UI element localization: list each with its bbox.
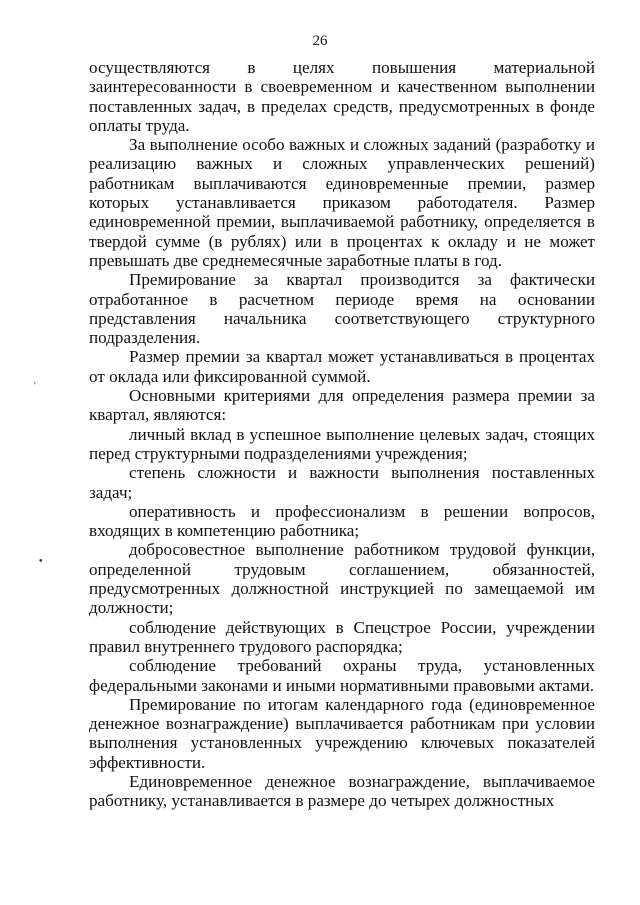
criteria-item-3: оперативность и профессионализм в решении вопросов, входящих в компетенцию работника; <box>89 501 595 541</box>
paragraph-lump-sum: Единовременное денежное вознаграждение, выплачиваемое работнику, устанавливается в размере до четырех должностных <box>89 771 595 811</box>
paragraph-annual-bonus: Премирование по итогам календарного года (единовременное денежное вознаграждение) выплачивается работникам при условии выполнения установленных учреждению ключевых показателей эффективности. <box>89 694 595 772</box>
document-body <box>89 58 595 811</box>
criteria-item-2: степень сложности и важности выполнения поставленных задач; <box>89 463 595 502</box>
margin-mark: • <box>39 556 43 567</box>
paragraph-4: Размер премии за квартал может устанавливаться в процентах от оклада или фиксированной суммой. <box>89 347 595 386</box>
margin-mark: ' <box>34 381 36 392</box>
criteria-item-4: добросовестное выполнение работником трудовой функции, определенной трудовым соглашением, обязанностей, предусмотренных должностной инструкцией по замещаемой им должности; <box>89 540 595 618</box>
page-number: 26 <box>312 33 328 49</box>
criteria-item-5: соблюдение действующих в Спецстрое России, учреждении правил внутреннего трудового распорядка; <box>89 617 595 656</box>
criteria-item-6: соблюдение требований охраны труда, установленных федеральными законами и иными нормативными правовыми актами. <box>89 656 595 695</box>
paragraph-2: За выполнение особо важных и сложных заданий (разработку и реализацию важных и сложных управленческих решений) работникам выплачиваются единовременные премии, размер которых устанавливается приказом работодателя. Размер единовременной премии, выплачиваемой работнику, определяется в твердой сумме (в рублях) или в процентах к окладу и не может превышать две среднемесячные заработные платы в год. <box>89 135 595 270</box>
paragraph-5: Основными критериями для определения размера премии за квартал, являются: <box>89 386 595 425</box>
paragraph-3: Премирование за квартал производится за фактически отработанное в расчетном периоде время на основании представления начальника соответствующего структурного подразделения. <box>89 270 595 348</box>
paragraph-1: осуществляются в целях повышения материальной заинтересованности в своевременном и качественном выполнении поставленных задач, в пределах средств, предусмотренных в фонде оплаты труда. <box>89 58 595 135</box>
criteria-item-1: личный вклад в успешное выполнение целевых задач, стоящих перед структурными подразделениями учреждения; <box>89 424 595 463</box>
